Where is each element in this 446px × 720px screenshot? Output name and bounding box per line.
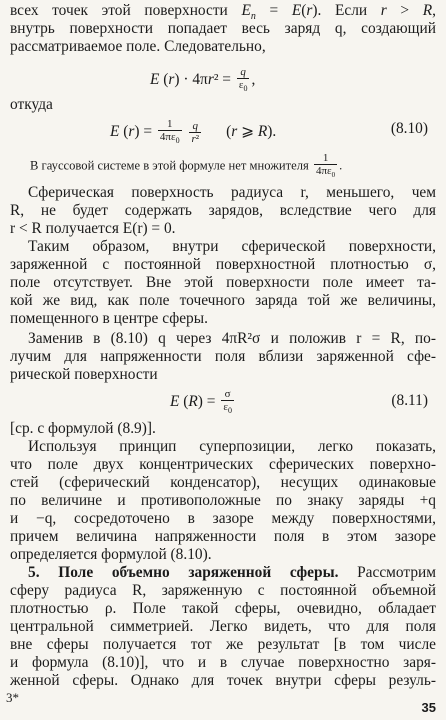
text-line: поле отсутствует. Вне этой поверхности поле имеет та- [10,274,436,291]
text-line: внутрь поверхности попадает весь заряд q, создающий [10,20,436,37]
text-line: R, не будет содержать зарядов, вследствие чего для [10,202,436,219]
text-line: помещенного в центре сферы. [10,310,208,327]
section-heading-line: 5. Поле объемно заряженной сферы. Рассмотрим [28,564,436,581]
text-line: сферу радиуса R, заряженную с постоянной объемной [10,582,436,599]
text-line: [ср. с формулой (8.9)]. [10,420,156,437]
section-heading: 5. Поле объемно заряженной сферы. [28,564,339,581]
text-line: лучим для напряженности поля вблизи заряженной сфе- [10,348,436,365]
text-line: откуда [10,96,53,113]
text-line: центральной симметрией. Легко видеть, что для поля [10,618,436,635]
text-line: стей (сферический конденсатор), несущих одинаковые [10,474,436,491]
text-line: причем величина напряженности поля в этом зазоре [10,528,436,545]
formula-1: E (r) · 4πr² = $\frac{q}{\varepsilon_0}$ , [150,66,256,94]
text-line: вне сферы получается тот же результат [в том числе [10,636,436,653]
text-line: и формула (8.10)], что и в случае поверхностно заря- [10,654,436,671]
text-line: Заменив в (8.10) q через 4πR²σ и положив r = R, по- [28,330,436,347]
text-line: определяется формулой (8.10). [10,546,212,563]
text-line: что поле двух концентрических сферических поверхно- [10,456,436,473]
text-line: по величине и противоположные по знаку заряды +q [10,492,436,509]
equation-number: (8.10) [390,120,428,137]
text-line: рической поверхности [10,366,158,383]
text-line: кой же вид, как поле точечного заряда той же величины, [10,292,436,309]
text-line: Сферическая поверхность радиуса r, меньшего, чем [28,184,436,201]
formula-8-11: E (R) = $\frac{\sigma}{\varepsilon_0}$ [170,388,232,416]
page-number: 35 [421,700,436,715]
book-page [10,0,436,720]
text-line: рассматриваемое поле. Следовательно, [10,38,266,55]
text-line: Таким образом, внутри сферической поверхности, [28,238,436,255]
footnote-gauss: В гауссовой системе в этой формуле нет множителя $\frac{1}{4\pi\varepsilon_0}$ . [30,152,343,180]
text-line: и −q, сосредоточено в зазоре между поверхностями, [10,510,436,527]
text-line: заряженной с постоянной поверхностной плотностью σ, [10,256,436,273]
text-line: женной сферы. Однако для точек внутри сферы резуль- [10,672,436,689]
equation-number: (8.11) [391,392,428,409]
text-line: Используя принцип суперпозиции, легко показать, [28,438,436,455]
text-line: всех точек этой поверхности $E_n = E(r)$. Если r > R, [10,2,436,23]
text-line: r < R получается E(r) = 0. [10,220,176,237]
formula-8-10: E (r) = $\frac{1}{4\pi\varepsilon_0}$ $\frac{q}{\text{r²}}$ (r ⩾ R). [110,118,277,146]
signature-mark: 3* [6,690,19,705]
text-line: плотностью ρ. Поле такой сферы, очевидно, обладает [10,600,436,617]
